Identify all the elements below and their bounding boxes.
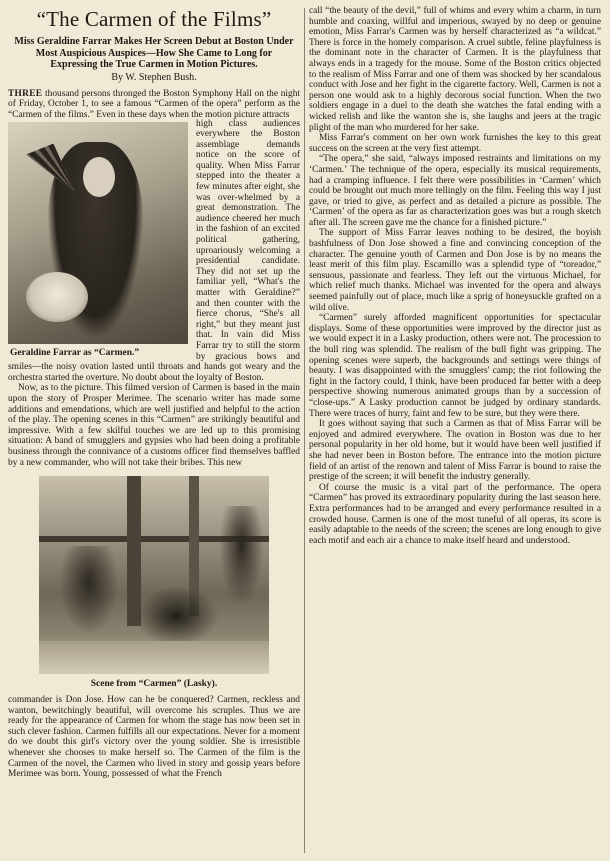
article-subtitle: Miss Geraldine Farrar Makes Her Screen Debut at Boston Under Most Auspicious Auspices—How She Came to Long for Expressing the True Carmen in Motion Pictures. [14,36,294,70]
right-paragraph-4: The support of Miss Farrar leaves nothing to be desired, the boyish bashfulness of Don Jose showed a fine and convincing conception of the character. The genuine youth of Carmen and Don Jose is by no means the least merit of this film play. Escamillo was a splendid type of “toreador,” sensuous, passionate and fearless. They left out the virtuous Michael, for which relief much thanks. Michael was invented for the opera and always seemed painfully out of place, much like a sprig of honeysuckle grafted on a wild olive. [309,228,601,313]
tambourine-shape [26,272,88,322]
left-paragraph-1: high class audiences everywhere the Boston assemblage demands notice on the score of quality. When Miss Farrar stepped into the theater a few minutes after eight, she was over-whelmed by a great demonstration. The audience cheered her much in the fashion of an excited political gathering, uproariously welcoming a presidential candidate. They did not set up the familiar yell, “What's the matter with Geraldine?” and then counter with the fierce chorus, “She's all right,” but they meant just that. In vain did Miss Farrar try to still the storm by gracious bows and smiles—the noisy ovation lasted until throats and hands got weary and the orchestra started the overture. No doubt about the loyalty of Boston. [8,118,300,383]
scene-photo [39,476,269,674]
right-paragraph-1: call “the beauty of the devil,” full of whims and every whim a charm, in turn humble and coaxing, willful and imperious, swayed by no deep or genuine emotion, Miss Farrar's Carmen was by herself characterized as “a wildcat.” There is force in the homely comparison. A cruel subtle, feline playfulness is the dominant note in the character of Carmen. It is the playfulness that always ends in a tragedy for the mouse. Some of the Boston critics objected to the realism of Miss Farrar and one of them was shocked by her scandalous conduct with Jose and her fight in the cigarette factory. Well, Carmen is not a person one would ask to a highly decorous social function. When the two soldiers engage in a duel to the death she watches the fatal ending with a wicked relish and like the wanton she is, she laughs and jeers at the tragic plight of the man who murdered for her sake. [309,6,601,133]
article-title: “The Carmen of the Films” [36,7,272,31]
lead-cap: THREE [8,88,43,99]
left-paragraph-3: commander is Don Jose. How can he be conquered? Carmen, reckless and wanton, bewitchingly beautiful, will overcome his scruples. Thus we are ready for the appearance of Carmen for whom the stage has now been set in such clever fashion. Carmen fulfills all our expectations. Never for a moment do we doubt this girl's victory over the young soldier. She is irresistible whenever she chooses to make herself so. The Carmen of the film is the Carmen of the novel, the Carmen who lived in story and gossip years before Merimee was born. Young, possessed of what the French [8,695,300,780]
right-paragraph-6: It goes without saying that such a Carmen as that of Miss Farrar will be enjoyed and admired everywhere. The ovation in Boston was due to her personal popularity in her old home, but it would have been well justified if she had never been in Boston before. The entrance into the motion picture field of an artist of the renown and talent of Miss Farrar is bound to raise the prestige of the screen; it will benefit the industry generally. [309,419,601,483]
right-column [309,6,601,546]
lead-text: thousand persons thronged the Boston Symphony Hall on the night of Friday, October 1, to see a famous “Carmen of the opera” perform as the “Carmen of the films.” Even in these days when the motion picture attracts [8,88,300,119]
left-column [8,6,300,780]
right-paragraph-5: “Carmen” surely afforded magnificent opportunities for spectacular displays. Some of these opportunities were improved by the director just as we would expect it in a Lasky production, others were not. The procession to the bull ring was splendid. The realism of the bull fight was gripping. The opening scenes were superb, the backgrounds and settings were things of beauty. I was disappointed with the smugglers' camp; the riot following the fight in the factory could, I think, have been produced far better with a deep perspective showing numerous animated groups than by a succession of “close-ups.” A Lasky production cannot be judged by ordinary standards. There were traces of hurry, faint and few to be sure, but they were there. [309,313,601,419]
left-paragraph-2: Now, as to the picture. This filmed version of Carmen is based in the main upon the story of Prosper Merimee. The scenario writer has made some additions and emendations, which are well justified and helpful to the action of the play. The opening scenes in this “Carmen” are strikingly beautiful and impressive. With a few skilful touches we are led up to this promising situation: A band of smugglers and gypsies who had been doing a profitable business through the connivance of a customs officer find themselves baffled by a new commander, who will not take their bribes. This new [8,383,300,468]
farrar-photo-caption: Geraldine Farrar as “Carmen.” [10,347,140,358]
right-paragraph-2: Miss Farrar's comment on her own work furnishes the key to this great success on the screen at the very first attempt. [309,133,601,154]
column-divider [304,8,305,853]
scene-figure [39,476,269,690]
farrar-figure [8,122,188,359]
farrar-photo [8,122,188,344]
article-byline: By W. Stephen Bush. [111,71,197,83]
lead-paragraph [8,89,300,119]
right-paragraph-3: “The opera,” she said, “always imposed restraints and limitations on my ‘Carmen.’ The technique of the opera, especially its musical requirements, had a cramping influence. I felt there were possibilities in ‘Carmen’ which could be brought out much more tellingly on the film. Feeling this way I just gave, or tried to give, as perfect and as detailed a picture as possible. The ‘Carmen’ of the opera as far as characterization goes was but a rough sketch after all. The screen gave me the chance for a finished picture.” [309,154,601,228]
right-paragraph-7: Of course the music is a vital part of the performance. The opera “Carmen” has proved its extraordinary popularity during the last season here. Extra performances had to be arranged and every performance resulted in a crowded house. Carmen is one of the most tuneful of all operas, its score is easily adaptable to the needs of the screen; the scenes are long enough to give each motif and each air a chance to make itself heard and understood. [309,482,601,546]
scene-photo-caption: Scene from “Carmen” (Lasky). [90,679,218,690]
